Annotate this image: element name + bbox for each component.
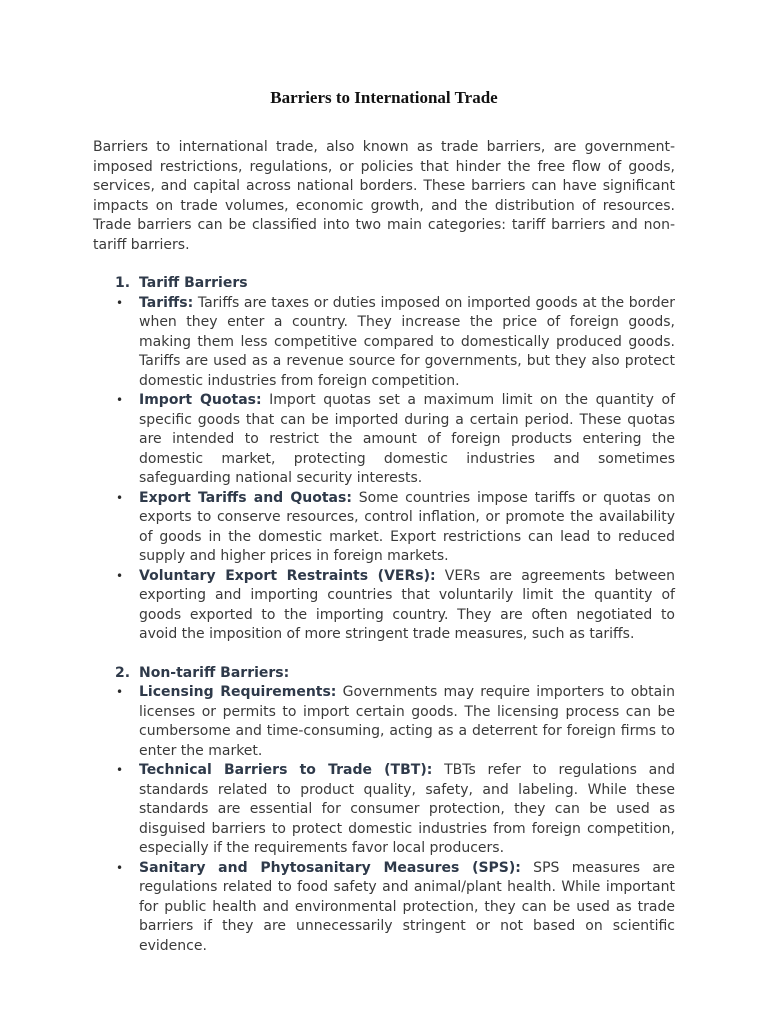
bullet-icon: • [116, 763, 124, 777]
list-item [93, 489, 675, 567]
section-number: 1. [115, 275, 131, 291]
item-term: Import Quotas: [139, 392, 262, 408]
item-term: Licensing Requirements: [139, 684, 337, 700]
item-term: Tariffs: [139, 294, 194, 311]
section-heading [115, 664, 675, 684]
bullet-icon: • [116, 685, 124, 699]
section-non-tariff-barriers [93, 664, 675, 957]
list-item [93, 859, 675, 957]
item-term: Technical Barriers to Trade (TBT): [139, 762, 433, 778]
bullet-icon: • [116, 393, 124, 407]
item-text: Import quotas set a maximum limit on the quantity of specific goods that can be imported during a certain period. These quotas are intended to restrict the amount of foreign products entering the domestic market, protecting domestic industries and sometimes safeguarding national security interests. [139, 392, 675, 486]
bullet-list [93, 294, 675, 645]
bullet-icon: • [116, 860, 124, 875]
section-tariff-barriers [93, 274, 675, 645]
bullet-icon: • [116, 490, 124, 505]
item-text: Governments may require importers to obtain licenses or permits to import certain goods. The licensing process can be cumbersome and time-consuming, acting as a deterrent for foreign firms to enter the market. [139, 684, 675, 759]
bullet-icon: • [116, 568, 124, 583]
section-heading-text: Tariff Barriers [139, 275, 248, 291]
item-term: Voluntary Export Restraints (VERs): [139, 567, 436, 584]
bullet-list [93, 683, 675, 956]
section-heading [115, 274, 675, 294]
section-heading-text: Non-tariff Barriers: [139, 664, 290, 681]
item-term: Export Tariffs and Quotas: [139, 489, 352, 506]
item-text: Tariffs are taxes or duties imposed on imported goods at the border when they enter a country. They increase the price of foreign goods, making them less competitive compared to domestically produced goods. Tariffs are used as a revenue source for governments, but they also protect domestic industries from foreign competition. [139, 294, 675, 389]
item-term: Sanitary and Phytosanitary Measures (SPS): [139, 859, 521, 876]
bullet-icon: • [116, 295, 124, 310]
list-item [93, 683, 675, 761]
item-text: Some countries impose tariffs or quotas on exports to conserve resources, control inflation, or promote the availability of goods in the domestic market. Export restrictions can lead to reduced supply and higher prices in foreign markets. [139, 489, 676, 564]
document-title: Barriers to International Trade [270, 88, 498, 107]
item-text: VERs are agreements between exporting and importing countries that voluntarily limit the quantity of goods exported to the importing country. They are often negotiated to avoid the imposition of more stringent trade measures, such as tariffs. [139, 567, 675, 642]
section-number: 2. [115, 664, 131, 681]
list-item [93, 567, 675, 645]
item-text: TBTs refer to regulations and standards related to product quality, safety, and labeling. While these standards are essential for consumer protection, they can be used as disguised barriers to protect domestic industries from foreign competition, especially if the requirements favor local producers. [139, 762, 676, 856]
document-page [93, 0, 675, 956]
list-item [93, 294, 675, 392]
item-text: SPS measures are regulations related to food safety and animal/plant health. While important for public health and environmental protection, they can be used as trade barriers if they are unnecessarily stringent or not based on scientific evidence. [139, 859, 675, 954]
list-item [93, 761, 675, 859]
list-item [93, 391, 675, 489]
intro-paragraph: Barriers to international trade, also known as trade barriers, are government-imposed restrictions, regulations, or policies that hinder the free flow of goods, services, and capital across national borders. These barriers can have significant impacts on trade volumes, economic growth, and the distribution of resources. Trade barriers can be classified into two main categories: tariff barriers and non-tariff barriers. [93, 139, 675, 253]
